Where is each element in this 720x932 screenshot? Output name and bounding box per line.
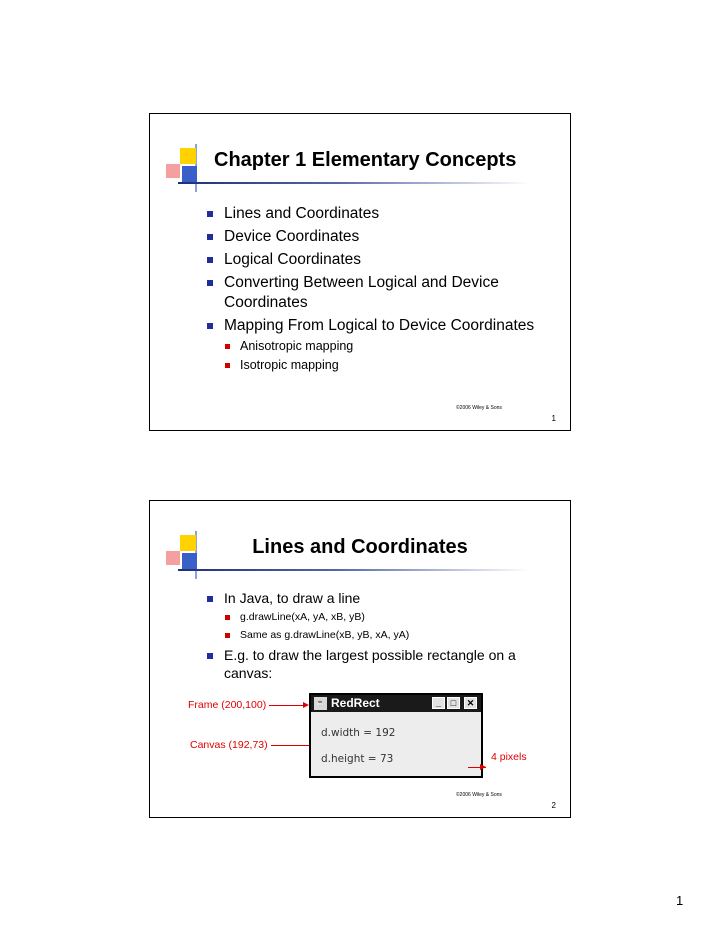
java-icon: ☕	[314, 697, 327, 710]
pixels-arrowhead	[480, 764, 486, 770]
bullet-list	[206, 589, 546, 685]
slide-number: 1	[551, 414, 556, 423]
bullet-item: Converting Between Logical and Device Coordinates	[206, 273, 546, 313]
window-title: RedRect	[331, 696, 380, 710]
bullet-item: E.g. to draw the largest possible rectangle on a canvas:	[206, 646, 546, 682]
sub-bullet-item: Isotropic mapping	[224, 357, 546, 374]
bullet-item: Lines and Coordinates	[206, 204, 546, 224]
title-rule	[178, 569, 530, 571]
sub-bullet-item: g.drawLine(xA, yA, xB, yB)	[224, 609, 546, 625]
maximize-icon[interactable]: □	[447, 697, 460, 709]
minimize-icon[interactable]: _	[432, 697, 445, 709]
sub-bullet-list	[224, 609, 546, 643]
sub-bullet-item: Anisotropic mapping	[224, 338, 546, 355]
title-rule	[178, 182, 530, 184]
sub-bullet-item: Same as g.drawLine(xB, yB, xA, yA)	[224, 627, 546, 643]
slide-title: Lines and Coordinates	[252, 536, 468, 558]
canvas-callout: Canvas (192,73)	[190, 739, 268, 751]
java-window	[309, 693, 483, 778]
frame-callout: Frame (200,100)	[188, 699, 267, 711]
slide-footer: ©2006 Wiley & Sons	[456, 792, 502, 798]
slide-footer: ©2006 Wiley & Sons	[456, 405, 502, 411]
width-text: d.width = 192	[321, 727, 396, 739]
bullet-list	[206, 204, 546, 377]
slide-decoration	[162, 144, 212, 194]
close-icon[interactable]: ✕	[464, 697, 477, 709]
bullet-item: Logical Coordinates	[206, 250, 546, 270]
height-text: d.height = 73	[321, 753, 394, 765]
bullet-item: Device Coordinates	[206, 227, 546, 247]
bullet-text: Mapping From Logical to Device Coordinates	[224, 317, 535, 334]
bullet-item	[206, 316, 546, 374]
slide-title: Chapter 1 Elementary Concepts	[214, 149, 517, 171]
slide-number: 2	[551, 801, 556, 810]
page-number: 1	[676, 893, 684, 908]
slide-1	[149, 113, 571, 431]
sub-bullet-list	[224, 338, 546, 374]
frame-arrow	[269, 705, 305, 706]
bullet-text: In Java, to draw a line	[224, 590, 361, 606]
slide-2	[149, 500, 571, 818]
pixels-callout: 4 pixels	[491, 751, 527, 763]
bullet-item	[206, 589, 546, 643]
window-title-bar	[311, 695, 481, 712]
